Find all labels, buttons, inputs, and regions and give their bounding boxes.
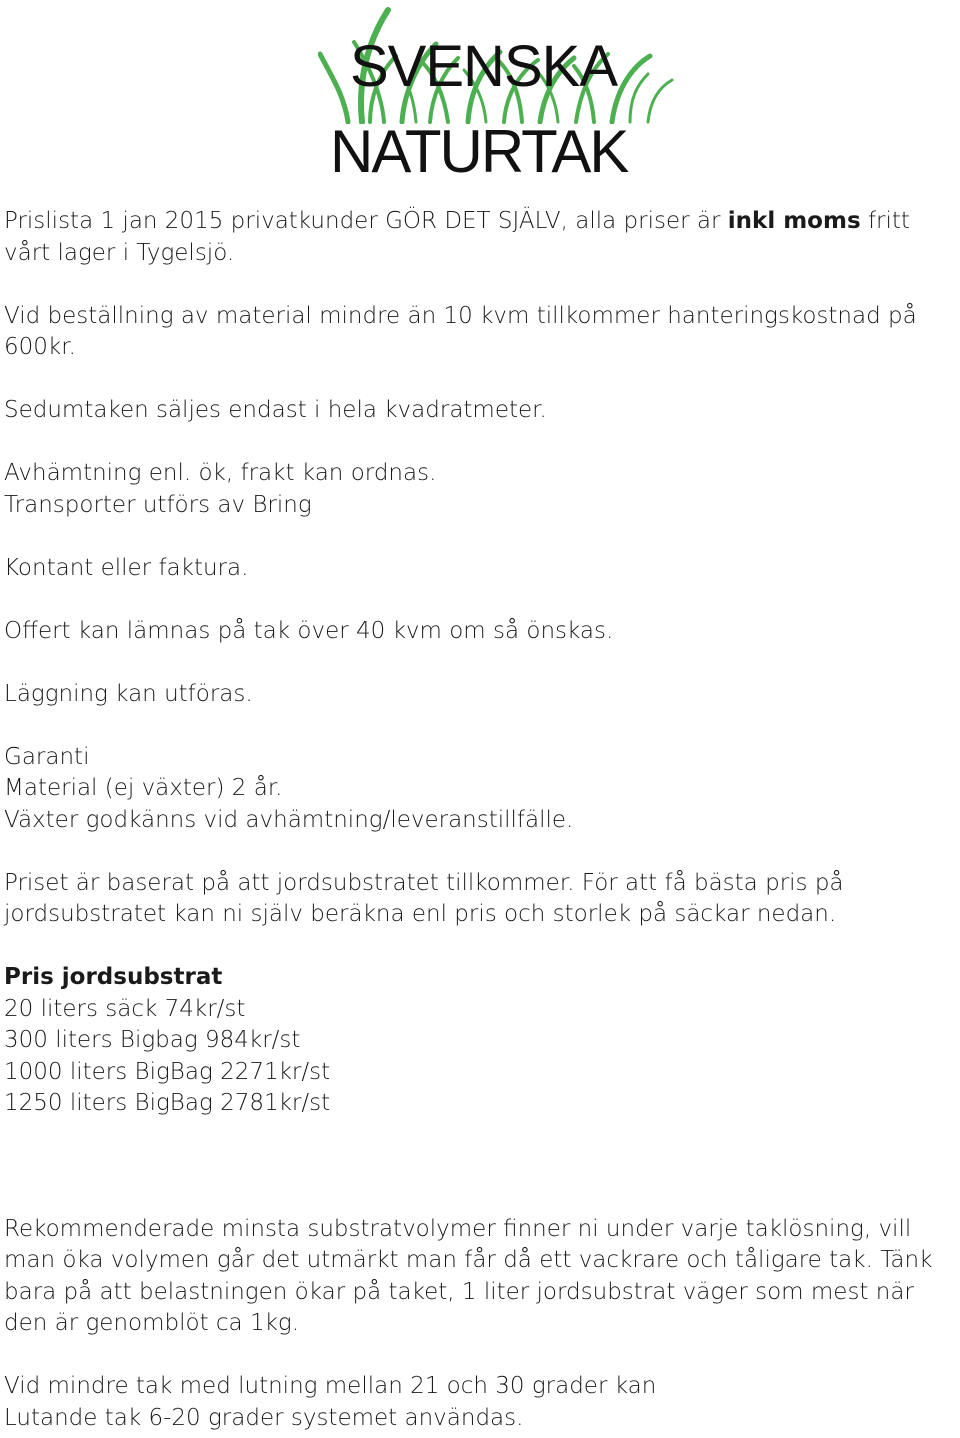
installation-info: Läggning kan utföras.: [4, 680, 253, 707]
warranty-title: Garanti: [4, 743, 90, 770]
sold-per-sqm: Sedumtaken säljes endast i hela kvadratmeter.: [4, 397, 547, 423]
brand-logo: [318, 4, 678, 188]
intro-text: Prislista 1 jan 2015 privatkunder GÖR DET SJÄLV, alla priser är: [4, 208, 728, 234]
substrate-item: 300 liters Bigbag 984kr/st: [4, 1027, 301, 1053]
recommendation: Rekommenderade minsta substratvolymer finner ni under varje taklösning, vill man öka volymen går det utmärkt man får då ett vackrare och tåligare tak. Tänk bara på att belastningen ökar på taket, 1 liter jordsubstrat väger som mest när den är genomblöt ca 1kg.: [4, 1215, 933, 1336]
warranty-material: Material (ej växter) 2 år.: [4, 775, 283, 801]
slope-line2: Lutande tak 6-20 grader systemet användas.: [4, 1404, 524, 1431]
payment-info: Kontant eller faktura.: [4, 554, 249, 581]
brand-name-line1: SVENSKA: [350, 34, 617, 99]
substrate-item: 1250 liters BigBag 2781kr/st: [4, 1090, 331, 1116]
warranty-plants: Växter godkänns vid avhämtning/leveranstillfälle.: [4, 806, 574, 833]
substrate-title: Pris jordsubstrat: [4, 964, 223, 990]
price-basis: Priset är baserat på att jordsubstratet tillkommer. För att få bästa pris på jordsubstratet kan ni själv beräkna enl pris och storlek på säckar nedan.: [4, 869, 844, 927]
transport-info: Transporter utförs av Bring: [4, 491, 312, 518]
quote-info: Offert kan lämnas på tak över 40 kvm om så önskas.: [4, 617, 614, 644]
slope-line1: Vid mindre tak med lutning mellan 21 och 30 grader kan: [4, 1373, 657, 1399]
brand-name-line2: NATURTAK: [330, 118, 628, 185]
handling-fee: Vid beställning av material mindre än 10 kvm tillkommer hanteringskostnad på 600kr.: [4, 302, 917, 360]
pickup-info: Avhämtning enl. ök, frakt kan ordnas.: [4, 460, 437, 486]
intro-bold: inkl moms: [727, 208, 861, 234]
intro-paragraph: [4, 206, 956, 269]
substrate-item: 20 liters säck 74kr/st: [4, 995, 246, 1022]
intro-text-end: fritt vårt lager i Tygelsjö.: [4, 208, 910, 266]
substrate-item: 1000 liters BigBag 2271kr/st: [4, 1058, 331, 1085]
price-list: [4, 206, 956, 1434]
